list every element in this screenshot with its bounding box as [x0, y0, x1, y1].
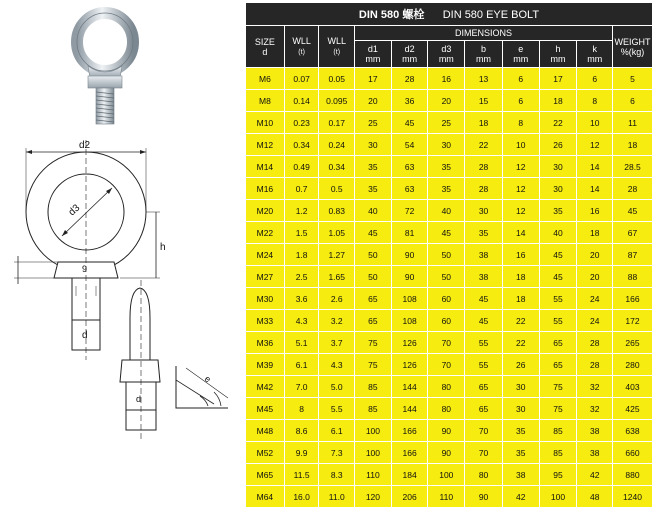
cell-weight: 28.5 [613, 156, 653, 178]
cell-wll2: 8.3 [319, 464, 355, 486]
cell-h: 18 [539, 90, 577, 112]
table-title [246, 3, 653, 26]
cell-e: 30 [502, 398, 539, 420]
cell-d3: 80 [428, 398, 465, 420]
cell-wll2: 1.65 [319, 266, 355, 288]
table-row [246, 134, 653, 156]
cell-b: 55 [465, 354, 503, 376]
cell-b: 90 [465, 486, 503, 508]
cell-k: 38 [577, 420, 613, 442]
cell-d3: 80 [428, 376, 465, 398]
cell-e: 35 [502, 442, 539, 464]
cell-d2: 108 [391, 310, 428, 332]
cell-k: 24 [577, 310, 613, 332]
cell-wll: 7.0 [284, 376, 319, 398]
cell-wll2: 5.0 [319, 376, 355, 398]
cell-size: M30 [246, 288, 285, 310]
thread-detail [176, 366, 228, 408]
header-weight: WEIGHT %(kg) [613, 26, 653, 68]
cell-wll2: 4.3 [319, 354, 355, 376]
header-d3: d3 mm [428, 41, 465, 68]
cell-b: 70 [465, 442, 503, 464]
cell-b: 80 [465, 464, 503, 486]
cell-h: 45 [539, 266, 577, 288]
cell-wll2: 0.17 [319, 112, 355, 134]
cell-wll: 0.34 [284, 134, 319, 156]
label-d-side: d [136, 394, 142, 404]
cell-wll: 0.49 [284, 156, 319, 178]
cell-d2: 36 [391, 90, 428, 112]
cell-h: 26 [539, 134, 577, 156]
cell-weight: 660 [613, 442, 653, 464]
header-e: e mm [502, 41, 539, 68]
cell-d2: 126 [391, 354, 428, 376]
table-row [246, 376, 653, 398]
cell-d3: 50 [428, 244, 465, 266]
cell-k: 20 [577, 266, 613, 288]
cell-e: 14 [502, 222, 539, 244]
cell-d1: 65 [355, 288, 392, 310]
cell-wll: 3.6 [284, 288, 319, 310]
cell-e: 12 [502, 156, 539, 178]
cell-d2: 166 [391, 442, 428, 464]
table-row [246, 222, 653, 244]
cell-weight: 28 [613, 178, 653, 200]
cell-d1: 35 [355, 178, 392, 200]
header-b: b mm [465, 41, 503, 68]
cell-weight: 18 [613, 134, 653, 156]
cell-d1: 85 [355, 376, 392, 398]
cell-h: 95 [539, 464, 577, 486]
cell-b: 55 [465, 332, 503, 354]
cell-wll: 1.8 [284, 244, 319, 266]
cell-d2: 126 [391, 332, 428, 354]
cell-d1: 25 [355, 112, 392, 134]
header-k: k mm [577, 41, 613, 68]
cell-h: 55 [539, 310, 577, 332]
cell-wll2: 1.27 [319, 244, 355, 266]
cell-wll: 6.1 [284, 354, 319, 376]
label-d2: d2 [79, 140, 91, 151]
cell-d3: 50 [428, 266, 465, 288]
cell-d1: 50 [355, 244, 392, 266]
cell-weight: 172 [613, 310, 653, 332]
cell-b: 13 [465, 68, 503, 90]
spec-table-container [245, 2, 653, 502]
cell-e: 10 [502, 134, 539, 156]
cell-weight: 638 [613, 420, 653, 442]
cell-k: 18 [577, 222, 613, 244]
cell-size: M6 [246, 68, 285, 90]
cell-d3: 70 [428, 354, 465, 376]
cell-e: 22 [502, 310, 539, 332]
cell-h: 85 [539, 442, 577, 464]
cell-h: 35 [539, 200, 577, 222]
cell-wll: 0.14 [284, 90, 319, 112]
spec-table-body [246, 68, 653, 508]
cell-d1: 85 [355, 398, 392, 420]
cell-size: M48 [246, 420, 285, 442]
cell-b: 28 [465, 178, 503, 200]
cell-d1: 75 [355, 354, 392, 376]
cell-k: 24 [577, 288, 613, 310]
header-d1: d1 mm [355, 41, 392, 68]
cell-size: M52 [246, 442, 285, 464]
label-h: h [160, 242, 166, 253]
cell-weight: 1240 [613, 486, 653, 508]
table-row [246, 310, 653, 332]
cell-d1: 20 [355, 90, 392, 112]
cell-wll: 2.5 [284, 266, 319, 288]
cell-k: 42 [577, 464, 613, 486]
cell-size: M24 [246, 244, 285, 266]
eye-bolt-drawing [0, 0, 244, 446]
cell-d3: 90 [428, 420, 465, 442]
cell-wll: 0.23 [284, 112, 319, 134]
cell-d1: 45 [355, 222, 392, 244]
cell-d1: 110 [355, 464, 392, 486]
cell-wll2: 7.3 [319, 442, 355, 464]
cell-h: 17 [539, 68, 577, 90]
cell-wll: 1.5 [284, 222, 319, 244]
cell-d2: 108 [391, 288, 428, 310]
cell-size: M12 [246, 134, 285, 156]
cell-wll2: 11.0 [319, 486, 355, 508]
cell-d1: 65 [355, 310, 392, 332]
table-row [246, 354, 653, 376]
cell-wll2: 0.24 [319, 134, 355, 156]
cell-wll2: 5.5 [319, 398, 355, 420]
table-row [246, 178, 653, 200]
cell-d1: 120 [355, 486, 392, 508]
cell-d2: 90 [391, 244, 428, 266]
label-g: 9 [82, 264, 88, 274]
table-row [246, 68, 653, 90]
cell-e: 22 [502, 332, 539, 354]
cell-size: M39 [246, 354, 285, 376]
table-row [246, 244, 653, 266]
cell-d3: 60 [428, 310, 465, 332]
cell-weight: 280 [613, 354, 653, 376]
cell-b: 45 [465, 310, 503, 332]
cell-size: M20 [246, 200, 285, 222]
cell-d3: 30 [428, 134, 465, 156]
cell-k: 20 [577, 244, 613, 266]
table-row [246, 112, 653, 134]
cell-size: M16 [246, 178, 285, 200]
cell-h: 55 [539, 288, 577, 310]
cell-weight: 880 [613, 464, 653, 486]
cell-wll2: 0.05 [319, 68, 355, 90]
table-row [246, 266, 653, 288]
cell-h: 22 [539, 112, 577, 134]
cell-weight: 11 [613, 112, 653, 134]
table-row [246, 90, 653, 112]
cell-weight: 87 [613, 244, 653, 266]
cell-d1: 17 [355, 68, 392, 90]
cell-d3: 100 [428, 464, 465, 486]
cell-d1: 35 [355, 156, 392, 178]
table-row [246, 200, 653, 222]
cell-size: M10 [246, 112, 285, 134]
cell-wll: 11.5 [284, 464, 319, 486]
cell-k: 8 [577, 90, 613, 112]
cell-wll: 8.6 [284, 420, 319, 442]
cell-b: 70 [465, 420, 503, 442]
cell-weight: 425 [613, 398, 653, 420]
cell-weight: 88 [613, 266, 653, 288]
cell-k: 48 [577, 486, 613, 508]
cell-size: M42 [246, 376, 285, 398]
cell-wll: 8 [284, 398, 319, 420]
cell-b: 35 [465, 222, 503, 244]
cell-h: 75 [539, 398, 577, 420]
cell-d2: 90 [391, 266, 428, 288]
cell-d2: 72 [391, 200, 428, 222]
cell-size: M64 [246, 486, 285, 508]
eye-bolt-photo [77, 13, 133, 124]
cell-e: 6 [502, 68, 539, 90]
side-view [120, 280, 160, 440]
cell-d1: 75 [355, 332, 392, 354]
cell-e: 12 [502, 178, 539, 200]
cell-b: 65 [465, 376, 503, 398]
cell-wll: 5.1 [284, 332, 319, 354]
cell-size: M36 [246, 332, 285, 354]
cell-e: 35 [502, 420, 539, 442]
cell-k: 28 [577, 354, 613, 376]
cell-wll2: 2.6 [319, 288, 355, 310]
header-d2: d2 mm [391, 41, 428, 68]
title-cn: DIN 580 螺栓 [358, 9, 425, 21]
cell-d2: 54 [391, 134, 428, 156]
cell-d1: 50 [355, 266, 392, 288]
cell-d1: 100 [355, 420, 392, 442]
cell-d3: 90 [428, 442, 465, 464]
cell-k: 16 [577, 200, 613, 222]
cell-d3: 16 [428, 68, 465, 90]
cell-d3: 35 [428, 178, 465, 200]
cell-b: 38 [465, 266, 503, 288]
cell-wll: 0.7 [284, 178, 319, 200]
cell-size: M27 [246, 266, 285, 288]
cell-d3: 40 [428, 200, 465, 222]
cell-wll: 16.0 [284, 486, 319, 508]
cell-wll2: 0.83 [319, 200, 355, 222]
cell-weight: 5 [613, 68, 653, 90]
cell-e: 12 [502, 200, 539, 222]
cell-d3: 20 [428, 90, 465, 112]
label-d: d [82, 330, 88, 341]
cell-k: 14 [577, 156, 613, 178]
cell-wll2: 0.34 [319, 156, 355, 178]
spec-table [245, 2, 653, 508]
cell-e: 30 [502, 376, 539, 398]
cell-k: 28 [577, 332, 613, 354]
cell-h: 85 [539, 420, 577, 442]
cell-wll2: 0.5 [319, 178, 355, 200]
cell-d2: 184 [391, 464, 428, 486]
cell-d2: 166 [391, 420, 428, 442]
cell-h: 65 [539, 354, 577, 376]
cell-b: 38 [465, 244, 503, 266]
cell-e: 26 [502, 354, 539, 376]
cell-wll2: 3.2 [319, 310, 355, 332]
cell-e: 6 [502, 90, 539, 112]
cell-size: M65 [246, 464, 285, 486]
header-wll: WLL (t) [284, 26, 319, 68]
table-row [246, 420, 653, 442]
cell-k: 32 [577, 398, 613, 420]
cell-d3: 70 [428, 332, 465, 354]
table-row [246, 464, 653, 486]
cell-b: 65 [465, 398, 503, 420]
cell-size: M45 [246, 398, 285, 420]
cell-d3: 60 [428, 288, 465, 310]
cell-d1: 40 [355, 200, 392, 222]
cell-d2: 63 [391, 178, 428, 200]
cell-h: 30 [539, 156, 577, 178]
cell-h: 100 [539, 486, 577, 508]
title-en: DIN 580 EYE BOLT [442, 9, 540, 21]
cell-k: 38 [577, 442, 613, 464]
cell-b: 22 [465, 134, 503, 156]
cell-d2: 81 [391, 222, 428, 244]
drawing-panel [0, 0, 244, 446]
cell-d2: 144 [391, 398, 428, 420]
cell-wll2: 3.7 [319, 332, 355, 354]
cell-b: 28 [465, 156, 503, 178]
cell-e: 16 [502, 244, 539, 266]
cell-h: 40 [539, 222, 577, 244]
cell-d3: 45 [428, 222, 465, 244]
cell-k: 10 [577, 112, 613, 134]
cell-size: M33 [246, 310, 285, 332]
cell-e: 18 [502, 266, 539, 288]
cell-wll: 4.3 [284, 310, 319, 332]
cell-weight: 45 [613, 200, 653, 222]
cell-weight: 166 [613, 288, 653, 310]
cell-d2: 144 [391, 376, 428, 398]
table-row [246, 486, 653, 508]
cell-wll: 1.2 [284, 200, 319, 222]
cell-d2: 63 [391, 156, 428, 178]
table-row [246, 442, 653, 464]
cell-wll2: 1.05 [319, 222, 355, 244]
header-h: h mm [539, 41, 577, 68]
cell-k: 14 [577, 178, 613, 200]
cell-weight: 67 [613, 222, 653, 244]
cell-k: 6 [577, 68, 613, 90]
cell-e: 8 [502, 112, 539, 134]
cell-d2: 206 [391, 486, 428, 508]
cell-size: M14 [246, 156, 285, 178]
cell-wll2: 6.1 [319, 420, 355, 442]
cell-b: 15 [465, 90, 503, 112]
cell-h: 75 [539, 376, 577, 398]
label-d3: d3 [66, 202, 83, 219]
cell-size: M8 [246, 90, 285, 112]
cell-e: 38 [502, 464, 539, 486]
cell-k: 32 [577, 376, 613, 398]
cell-weight: 6 [613, 90, 653, 112]
cell-d1: 100 [355, 442, 392, 464]
cell-wll: 0.07 [284, 68, 319, 90]
label-e: e [202, 373, 213, 385]
cell-h: 45 [539, 244, 577, 266]
cell-weight: 265 [613, 332, 653, 354]
table-row [246, 398, 653, 420]
cell-wll2: 0.095 [319, 90, 355, 112]
cell-size: M22 [246, 222, 285, 244]
header-wll-2: WLL (t) [319, 26, 355, 68]
table-row [246, 156, 653, 178]
cell-e: 18 [502, 288, 539, 310]
cell-b: 18 [465, 112, 503, 134]
cell-d3: 110 [428, 486, 465, 508]
header-size: SIZE d [246, 26, 285, 68]
table-row [246, 332, 653, 354]
cell-k: 12 [577, 134, 613, 156]
cell-wll: 9.9 [284, 442, 319, 464]
cell-b: 30 [465, 200, 503, 222]
cell-d2: 45 [391, 112, 428, 134]
cell-e: 42 [502, 486, 539, 508]
cell-h: 30 [539, 178, 577, 200]
header-dimensions: DIMENSIONS [355, 26, 613, 41]
cell-d1: 30 [355, 134, 392, 156]
cell-b: 45 [465, 288, 503, 310]
cell-d2: 28 [391, 68, 428, 90]
table-row [246, 288, 653, 310]
cell-weight: 403 [613, 376, 653, 398]
cell-h: 65 [539, 332, 577, 354]
cell-d3: 35 [428, 156, 465, 178]
cell-d3: 25 [428, 112, 465, 134]
